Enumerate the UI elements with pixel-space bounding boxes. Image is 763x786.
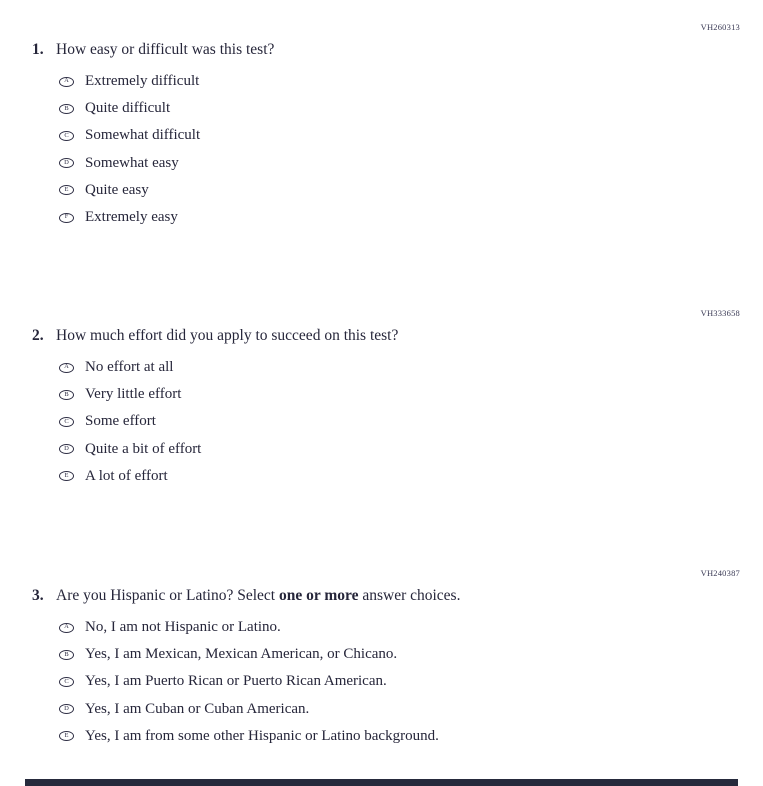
answer-option-label: Quite difficult <box>85 100 171 117</box>
oval-radio-icon[interactable] <box>59 704 74 714</box>
oval-letter: A <box>64 623 69 631</box>
answer-option[interactable] <box>0 177 763 204</box>
answer-option[interactable] <box>0 436 763 463</box>
question-2 <box>0 308 763 490</box>
question-text-bold: one or more <box>278 587 359 604</box>
oval-radio-icon[interactable] <box>59 185 74 195</box>
answer-option-label: Yes, I am Puerto Rican or Puerto Rican American. <box>85 673 387 690</box>
oval-radio-icon[interactable] <box>59 623 74 633</box>
answer-option[interactable] <box>0 696 763 723</box>
oval-letter: A <box>64 77 69 85</box>
oval-radio-icon[interactable] <box>59 104 74 114</box>
oval-radio-icon[interactable] <box>59 650 74 660</box>
answer-option-label: Quite a bit of effort <box>85 440 202 457</box>
answer-option[interactable] <box>0 641 763 668</box>
oval-letter: C <box>64 131 69 139</box>
oval-letter: C <box>64 417 69 425</box>
oval-radio-icon[interactable] <box>59 213 74 223</box>
oval-letter: E <box>64 732 69 740</box>
answer-option-label: No effort at all <box>85 359 174 376</box>
answer-option-label: Yes, I am Cuban or Cuban American. <box>85 700 310 717</box>
oval-radio-icon[interactable] <box>59 417 74 427</box>
item-id-label: VH333658 <box>700 308 740 318</box>
item-id-label: VH240387 <box>700 568 740 578</box>
answer-option-label: No, I am not Hispanic or Latino. <box>85 619 281 636</box>
answer-option[interactable] <box>0 614 763 641</box>
answer-options <box>0 354 763 490</box>
answer-option-label: Somewhat difficult <box>85 127 201 144</box>
oval-letter: B <box>64 390 69 398</box>
answer-option[interactable] <box>0 668 763 695</box>
oval-radio-icon[interactable] <box>59 677 74 687</box>
oval-letter: B <box>64 104 69 112</box>
answer-option[interactable] <box>0 723 763 750</box>
answer-option[interactable] <box>0 204 763 231</box>
oval-radio-icon[interactable] <box>59 444 74 454</box>
oval-radio-icon[interactable] <box>59 131 74 141</box>
footer-bar <box>25 779 738 786</box>
oval-radio-icon[interactable] <box>59 363 74 373</box>
oval-letter: D <box>64 444 69 452</box>
question-number: 2. <box>32 327 44 344</box>
oval-letter: B <box>64 650 69 658</box>
question-text-pre: How easy or difficult was this test? <box>56 41 275 58</box>
answer-option[interactable] <box>0 381 763 408</box>
answer-option-label: Very little effort <box>85 386 182 403</box>
question-text-pre: How much effort did you apply to succeed on this test? <box>56 327 399 344</box>
question-number: 3. <box>32 587 44 604</box>
answer-option[interactable] <box>0 122 763 149</box>
item-id-label: VH260313 <box>700 22 740 32</box>
answer-option-label: Extremely easy <box>85 209 178 226</box>
oval-letter: E <box>64 472 69 480</box>
oval-letter: D <box>64 704 69 712</box>
question-1 <box>0 22 763 231</box>
answer-option[interactable] <box>0 408 763 435</box>
question-text <box>32 40 763 60</box>
answer-option-label: Extremely difficult <box>85 73 200 90</box>
oval-radio-icon[interactable] <box>59 731 74 741</box>
question-number: 1. <box>32 41 44 58</box>
answer-option-label: Yes, I am from some other Hispanic or Latino background. <box>85 727 439 744</box>
question-text-pre: Are you Hispanic or Latino? Select <box>56 587 279 604</box>
oval-radio-icon[interactable] <box>59 77 74 87</box>
answer-option[interactable] <box>0 463 763 490</box>
answer-option-label: Somewhat easy <box>85 154 179 171</box>
answer-option-label: Some effort <box>85 413 156 430</box>
question-text-post: answer choices. <box>358 587 461 604</box>
oval-letter: F <box>64 213 69 221</box>
answer-option-label: Yes, I am Mexican, Mexican American, or Chicano. <box>85 646 398 663</box>
oval-radio-icon[interactable] <box>59 471 74 481</box>
answer-option-label: Quite easy <box>85 181 149 198</box>
answer-option[interactable] <box>0 68 763 95</box>
answer-option-label: A lot of effort <box>85 467 168 484</box>
oval-letter: D <box>64 158 69 166</box>
oval-radio-icon[interactable] <box>59 390 74 400</box>
answer-option[interactable] <box>0 150 763 177</box>
oval-radio-icon[interactable] <box>59 158 74 168</box>
answer-options <box>0 68 763 231</box>
question-3 <box>0 568 763 750</box>
oval-letter: A <box>64 363 69 371</box>
question-text <box>32 326 763 346</box>
answer-option[interactable] <box>0 354 763 381</box>
answer-option[interactable] <box>0 95 763 122</box>
question-text <box>32 586 763 606</box>
oval-letter: E <box>64 186 69 194</box>
oval-letter: C <box>64 677 69 685</box>
answer-options <box>0 614 763 750</box>
